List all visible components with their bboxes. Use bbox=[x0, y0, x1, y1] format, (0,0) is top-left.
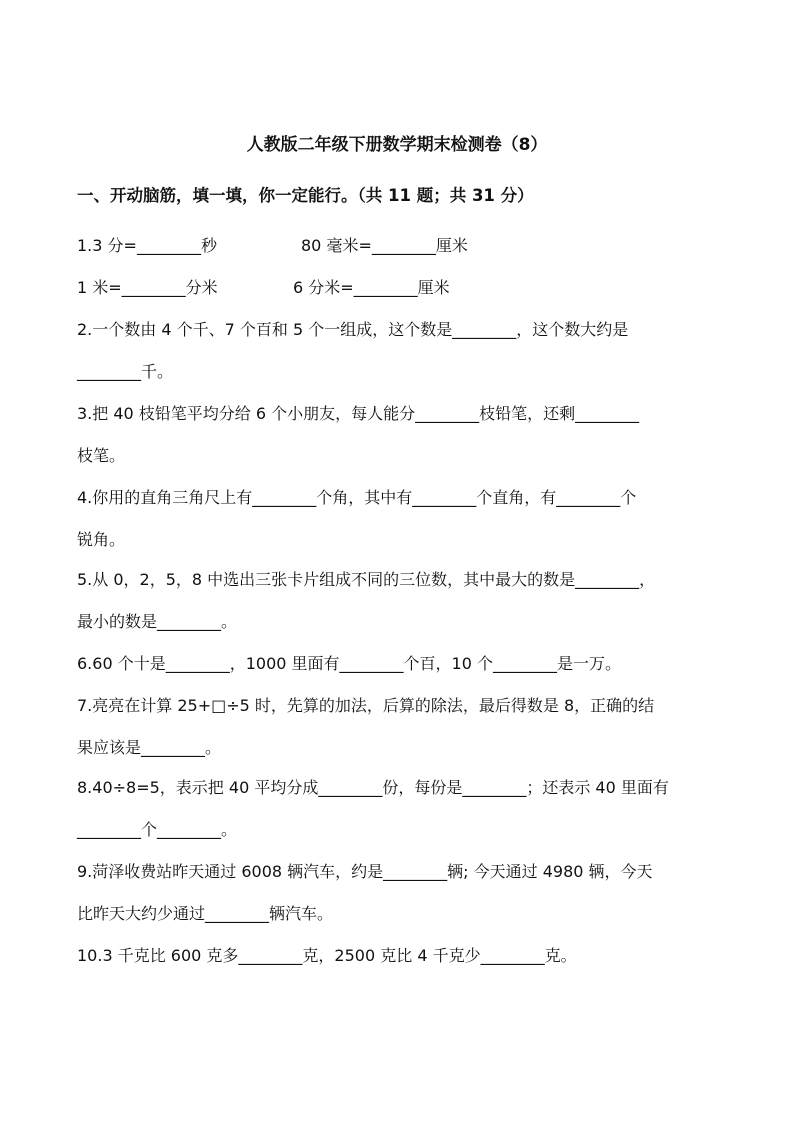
question-line: 锐角。 bbox=[77, 530, 126, 549]
question-line: 9.菏泽收费站昨天通过 6008 辆汽车，约是________辆; 今天通过 4980 辆，今天 bbox=[77, 862, 653, 881]
question-line: 2.一个数由 4 个千、7 个百和 5 个一组成，这个数是________，这个数大约是 bbox=[77, 320, 629, 339]
question-text: 6 分米=________厘米 bbox=[293, 278, 450, 297]
question-line: ________个________。 bbox=[77, 820, 238, 839]
question-line: 枝笔。 bbox=[77, 446, 126, 465]
question-line: 6.60 个十是________，1000 里面有________个百，10 个________是一万。 bbox=[77, 654, 621, 673]
section-heading: 一、开动脑筋，填一填，你一定能行。（共 11 题；共 31 分） bbox=[77, 186, 534, 205]
question-line: 比昨天大约少通过________辆汽车。 bbox=[77, 904, 334, 923]
question-line: 果应该是________。 bbox=[77, 738, 222, 757]
question-text: 1 米=________分米 bbox=[77, 278, 218, 297]
question-line: 10.3 千克比 600 克多________克，2500 克比 4 千克少________克。 bbox=[77, 946, 577, 965]
question-line: 3.把 40 枝铅笔平均分给 6 个小朋友，每人能分________枝铅笔，还剩________ bbox=[77, 404, 640, 423]
page-title: 人教版二年级下册数学期末检测卷（8） bbox=[246, 135, 548, 155]
question-line: 7.亮亮在计算 25+□÷5 时，先算的加法，后算的除法，最后得数是 8，正确的结 bbox=[77, 696, 655, 715]
question-text: 1.3 分=________秒 bbox=[77, 236, 217, 255]
question-line: 4.你用的直角三角尺上有________个角，其中有________个直角，有________个 bbox=[77, 488, 637, 507]
question-line: 最小的数是________。 bbox=[77, 612, 238, 631]
question-line: ________千。 bbox=[77, 362, 174, 381]
question-text: 80 毫米=________厘米 bbox=[301, 236, 468, 255]
question-line: 5.从 0，2，5，8 中选出三张卡片组成不同的三位数，其中最大的数是________， bbox=[77, 570, 656, 589]
question-line: 8.40÷8=5，表示把 40 平均分成________份，每份是________；还表示 40 里面有 bbox=[77, 778, 669, 797]
